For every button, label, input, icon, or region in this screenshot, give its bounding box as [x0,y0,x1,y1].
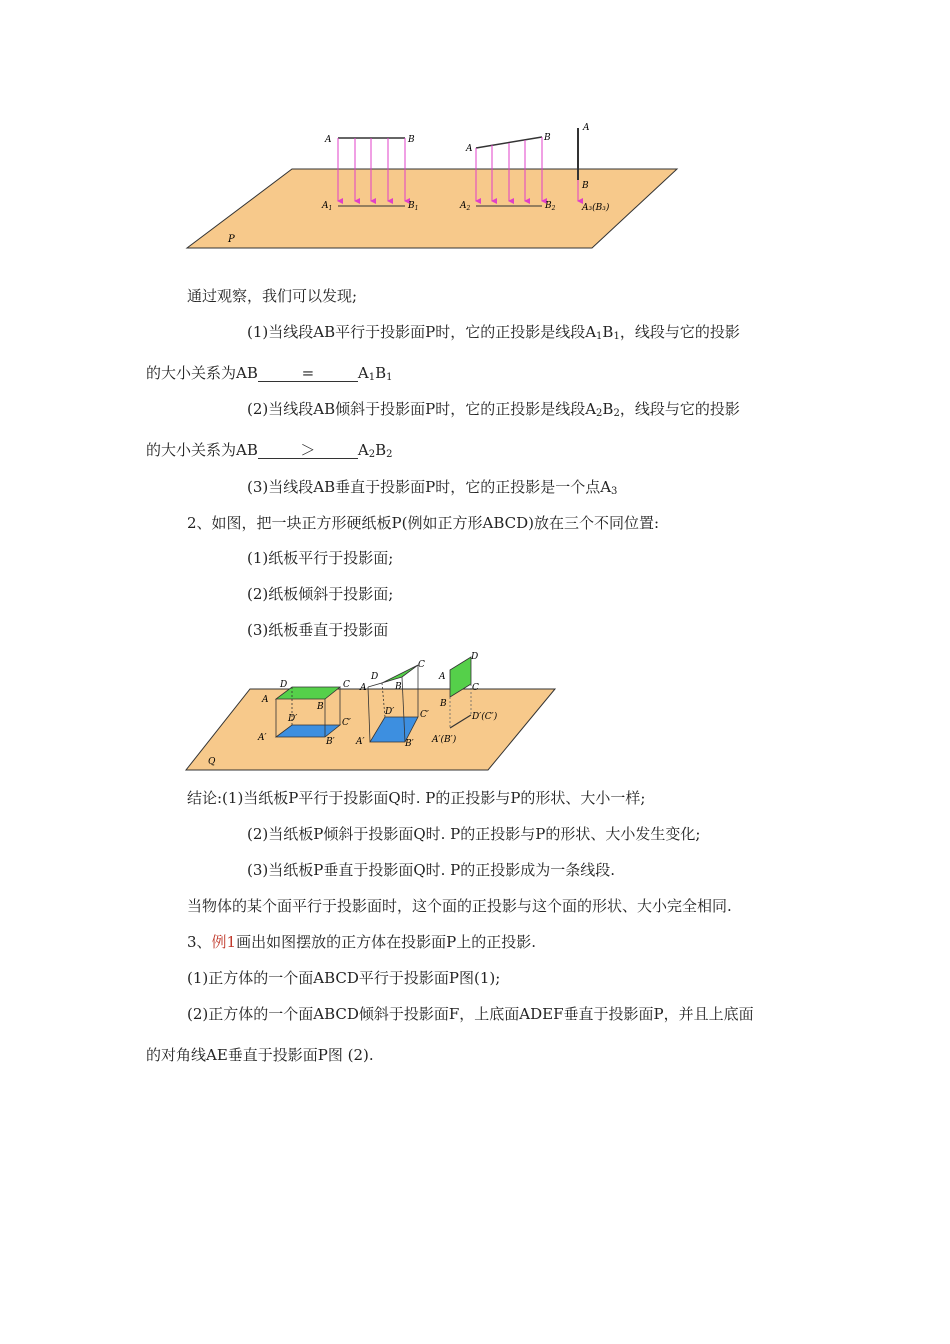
answer-blank-2: ＞ [258,440,358,459]
fig2-label-c1p: C′ [342,718,351,728]
fig2-label-b2p: B′ [405,739,414,749]
fig2-label-a2: A [360,683,367,693]
fig2-label-d1p: D′ [288,714,298,724]
fig2-label-a1p: A′ [258,733,267,743]
answer-blank-1: = [258,363,358,382]
fig2-label-b3: B [440,699,447,709]
fig2-label-a3p: A′(B′) [432,735,457,745]
fig2-label-a3: A [439,672,446,682]
fig2-label-d3: D [471,652,479,662]
fig2-label-d2: D [371,672,379,682]
text-example-2b: 的对角线AE垂直于投影面P图 (2). [146,1046,374,1064]
label-a-vertical: A [583,123,590,133]
text-p2b: 的大小关系为AB ＞ $A_2B_2$ [146,441,393,460]
label-b: B [408,135,415,145]
text-item2-2: (2)纸板倾斜于投影面; [247,585,394,603]
text-example-1: (1)正方体的一个面ABCD平行于投影面P图(1); [187,969,501,987]
fig2-label-d2p: D′ [385,707,395,717]
fig2-label-d1: D [280,680,288,690]
label-a3b3: A₃(B₃) [582,203,610,213]
label-a-inclined: A [466,144,473,154]
label-b-vertical: B [582,181,589,191]
text-observe: 通过观察，我们可以发现; [187,287,358,305]
plane-label-q: Q [208,757,216,767]
text-conclusion-1: 结论:(1)当纸板P平行于投影面Q时. P的正投影与P的形状、大小一样; [187,789,646,807]
fig2-label-d3p: D′(C′) [472,712,498,722]
fig2-label-c2p: C′ [420,710,429,720]
fig2-label-b1p: B′ [326,737,335,747]
text-summary: 当物体的某个面平行于投影面时，这个面的正投影与这个面的形状、大小完全相同. [187,897,732,915]
text-item2: 2、如图，把一块正方形硬纸板P(例如正方形ABCD)放在三个不同位置: [187,514,660,532]
text-example-2a: (2)正方体的一个面ABCD倾斜于投影面F，上底面ADEF垂直于投影面P，并且上底面 [187,1005,754,1023]
text-p1b: 的大小关系为AB = $A_1B_1$ [146,364,393,383]
label-b1: $B_1$ [408,201,419,212]
fig2-label-a1: A [262,695,269,705]
label-b2: $B_2$ [545,201,556,212]
label-b-inclined: B [544,133,551,143]
fig2-label-b2: B [395,682,402,692]
text-p3: (3)当线段AB垂直于投影面P时，它的正投影是一个点$A_3$ [247,478,618,497]
text-conclusion-2: (2)当纸板P倾斜于投影面Q时. P的正投影与P的形状、大小发生变化; [247,825,701,843]
figure-segment-projection [180,118,685,256]
text-p2a: (2)当线段AB倾斜于投影面P时，它的正投影是线段$A_2B_2$，线段与它的投影 [247,400,740,419]
fig2-label-b1: B [317,702,324,712]
text-item2-1: (1)纸板平行于投影面; [247,549,394,567]
projection-plane-q [186,689,555,770]
plane-label-p: P [228,234,235,245]
figure-square-board-projection [180,652,565,777]
fig2-label-c2: C [418,660,425,670]
fig2-label-a2p: A′ [356,737,365,747]
text-conclusion-3: (3)当纸板P垂直于投影面Q时. P的正投影成为一条线段. [247,861,616,879]
label-a: A [325,135,332,145]
fig2-label-c3: C [472,683,479,693]
fig2-label-c1: C [343,680,350,690]
label-a1: $A_1$ [322,201,333,212]
label-a2: $A_2$ [460,201,471,212]
text-item2-3: (3)纸板垂直于投影面 [247,621,389,639]
text-p1a: (1)当线段AB平行于投影面P时，它的正投影是线段$A_1B_1$，线段与它的投影 [247,323,740,342]
text-item3: 3、例1画出如图摆放的正方体在投影面P上的正投影. [187,933,536,951]
example-1-label: 例1 [211,933,237,951]
